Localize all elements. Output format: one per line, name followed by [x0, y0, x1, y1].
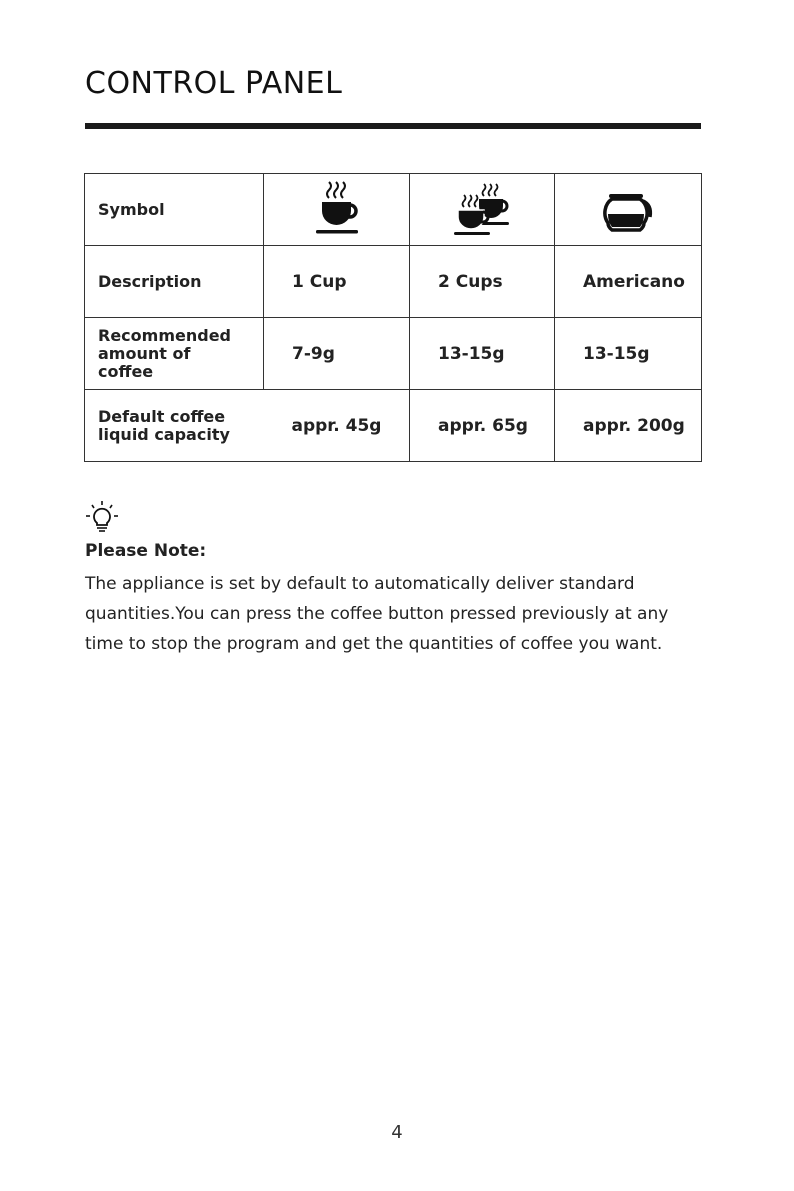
recommended-1-cup: 7-9g	[264, 318, 410, 390]
default-capacity-label: Default coffee liquid capacity	[85, 390, 264, 462]
note-heading: Please Note:	[85, 541, 207, 561]
one-cup-icon	[307, 178, 367, 238]
carafe-icon	[598, 178, 658, 238]
control-panel-table	[84, 173, 702, 462]
description-row	[85, 246, 702, 318]
capacity-2-cups: appr. 65g	[410, 390, 555, 462]
symbol-row	[85, 174, 702, 246]
default-capacity-row	[85, 390, 702, 462]
capacity-americano: appr. 200g	[555, 390, 702, 462]
recommended-americano: 13-15g	[555, 318, 702, 390]
recommended-2-cups: 13-15g	[410, 318, 555, 390]
title-divider	[85, 123, 701, 129]
page-title: CONTROL PANEL	[85, 66, 343, 101]
symbol-cell-2-cups	[410, 174, 555, 246]
two-cups-icon	[450, 178, 514, 238]
page-number: 4	[391, 1122, 403, 1143]
description-2-cups: 2 Cups	[410, 246, 555, 318]
symbol-label: Symbol	[85, 174, 264, 246]
description-americano: Americano	[555, 246, 702, 318]
symbol-cell-1-cup	[264, 174, 410, 246]
capacity-1-cup: appr. 45g	[264, 390, 410, 462]
note-body: The appliance is set by default to automatically deliver standard quantities.You can press the coffee button pressed previously at any time to stop the program and get the quantities of coffee you want.	[85, 574, 669, 654]
symbol-cell-americano	[555, 174, 702, 246]
description-label: Description	[85, 246, 264, 318]
description-1-cup: 1 Cup	[264, 246, 410, 318]
recommended-amount-row	[85, 318, 702, 390]
lightbulb-icon	[84, 500, 120, 536]
recommended-amount-label: Recommended amount of coffee	[85, 318, 264, 390]
